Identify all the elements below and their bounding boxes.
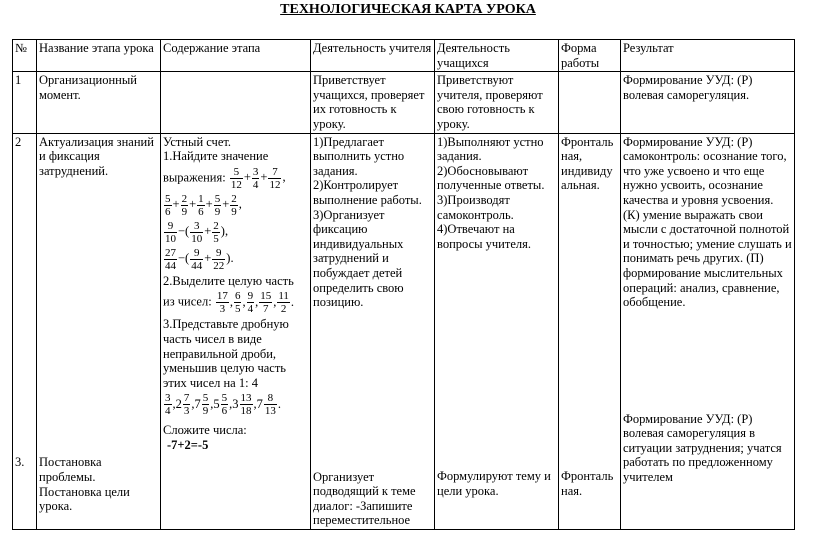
- stage-name-3: Постановка проблемы. Постановка цели урока.: [39, 455, 130, 514]
- fraction-numerator: 1: [198, 192, 204, 205]
- fraction-numerator: 3: [252, 165, 259, 178]
- teacher-activity-3: Организует подводящий к теме диалог: -Запишите переместительное: [313, 469, 416, 528]
- result: Формирование УУД: (Р) волевая саморегуляция.: [621, 72, 795, 133]
- fraction: [197, 193, 205, 218]
- expression-operator: ,3: [229, 396, 239, 411]
- fraction-denominator: 5: [213, 232, 219, 245]
- teacher-activity: Приветствует учащихся, проверяет их готовность к уроку.: [311, 72, 435, 133]
- stage-content: [161, 133, 311, 530]
- expression-operator: −(: [178, 224, 190, 239]
- expression-operator: ).: [226, 251, 234, 266]
- expression-operator: ,: [282, 170, 286, 185]
- expression-operator: +: [172, 197, 180, 212]
- fraction: [190, 247, 203, 272]
- task-2: 2.Выделите целую часть: [163, 273, 294, 288]
- table-header-row: [13, 40, 795, 72]
- expression-4: [163, 246, 234, 272]
- expression-operator: ,: [229, 294, 233, 309]
- expression-operator: ,: [255, 294, 259, 309]
- fraction-numerator: 5: [221, 392, 228, 405]
- fraction-denominator: 44: [191, 259, 203, 272]
- fraction-denominator: 6: [165, 205, 171, 218]
- stage-name-2: Актуализация знаний и фиксация затруднений.: [39, 134, 154, 178]
- fraction-numerator: 6: [234, 290, 241, 303]
- fraction: [164, 392, 172, 417]
- fraction-denominator: 22: [213, 259, 225, 272]
- add-numbers-label: Сложите числа:: [163, 423, 247, 438]
- expression-operator: −(: [178, 251, 190, 266]
- expression-6: [163, 392, 281, 418]
- fraction: [268, 166, 281, 191]
- expression-operator: +: [204, 251, 212, 266]
- fraction: [164, 220, 177, 245]
- header-cell: №: [13, 40, 37, 72]
- teacher-activity-2: 1)Предлагает выполнить устно задания. 2)Контролирует выполнение работы. 3)Организует фиксацию индивидуальных затруднений и побуждает детей определить свою позицию.: [313, 134, 422, 310]
- header-cell: Форма работы: [559, 40, 621, 72]
- work-form-3: Фронталь ная.: [561, 468, 614, 498]
- expression-5: [215, 290, 295, 316]
- fraction-numerator: 13: [240, 392, 252, 405]
- fraction-denominator: 6: [198, 205, 204, 218]
- fraction: [264, 392, 277, 417]
- fraction: [181, 193, 189, 218]
- task-1-prefix: выражения:: [163, 170, 226, 185]
- header-cell: Содержание этапа: [161, 40, 311, 72]
- fraction-denominator: 3: [219, 303, 226, 316]
- fraction-numerator: 11: [278, 290, 289, 303]
- expression-operator: +: [189, 197, 197, 212]
- row-number-3: 3.: [15, 455, 25, 470]
- task-1: 1.Найдите значение: [163, 149, 269, 164]
- fraction-denominator: 12: [230, 178, 242, 191]
- fraction-denominator: 7: [262, 303, 269, 316]
- fraction-numerator: 7: [268, 166, 281, 179]
- expression-operator: ,7: [253, 396, 263, 411]
- work-form-2: Фронталь ная, индивиду альная.: [561, 134, 614, 193]
- fraction-numerator: 5: [214, 192, 221, 205]
- header-cell: Результат: [621, 40, 795, 72]
- fraction-numerator: 27: [165, 246, 176, 259]
- fraction-numerator: 9: [164, 220, 177, 233]
- fraction-denominator: 5: [234, 303, 241, 316]
- expression-operator: ,7: [191, 396, 201, 411]
- expression-2: [163, 192, 242, 218]
- lesson-map-table: [12, 39, 795, 530]
- expression-operator: ),: [220, 224, 229, 239]
- stage-name: [37, 133, 161, 530]
- student-activity: Приветствуют учителя, проверяют свою готовность к уроку.: [435, 72, 559, 133]
- stage-content: [161, 72, 311, 133]
- fraction: [202, 392, 210, 417]
- row-number: 1: [13, 72, 37, 133]
- expression-operator: +: [204, 224, 212, 239]
- fraction: [164, 247, 177, 272]
- student-activity-2: 1)Выполняют устно задания. 2)Обосновывают полученные ответы. 3)Производят самоконтроль. 4)Отвечают на вопросы учителя.: [437, 134, 545, 251]
- fraction: [230, 193, 238, 218]
- fraction-numerator: 3: [165, 392, 171, 405]
- header-cell: Деятельность учащихся: [435, 40, 559, 72]
- fraction-numerator: 2: [231, 192, 237, 205]
- expression-operator: +: [243, 170, 251, 185]
- expression-operator: ,2: [172, 396, 182, 411]
- teacher-activity: [311, 133, 435, 530]
- student-activity: [435, 133, 559, 530]
- expression-operator: ,: [238, 197, 242, 212]
- work-form: [559, 133, 621, 530]
- fraction: [277, 290, 290, 315]
- fraction-denominator: 4: [247, 303, 254, 316]
- table-row: [13, 133, 795, 530]
- table-row: [13, 72, 795, 133]
- fraction: [221, 392, 229, 417]
- fraction-numerator: 15: [260, 290, 272, 303]
- expression-operator: .: [290, 294, 295, 309]
- fraction-numerator: 5: [202, 392, 209, 405]
- stage-name: Организационный момент.: [37, 72, 161, 133]
- fraction-denominator: 4: [165, 405, 171, 418]
- fraction-denominator: 13: [264, 405, 276, 418]
- fraction-numerator: 3: [190, 220, 203, 233]
- fraction-numerator: 2: [213, 219, 219, 232]
- add-numbers-expression: -7+2=-5: [167, 437, 209, 452]
- header-cell: Деятельность учителя: [311, 40, 435, 72]
- expression-operator: .: [277, 396, 281, 411]
- fraction: [230, 166, 243, 191]
- fraction: [216, 290, 229, 315]
- fraction-numerator: 7: [183, 392, 190, 405]
- fraction-numerator: 17: [216, 290, 228, 303]
- fraction: [234, 290, 242, 315]
- expression-operator: ,: [242, 294, 246, 309]
- fraction: [183, 392, 191, 417]
- row-number-2: 2: [15, 134, 22, 149]
- student-activity-3: Формулируют тему и цели урока.: [437, 469, 551, 498]
- expression-operator: ,5: [210, 396, 220, 411]
- fraction-denominator: 9: [202, 405, 209, 418]
- result-2: Формирование УУД: (Р) самоконтроль: осознание того, что уже усвоено и что еще нужно усвоить, осознание качества и уровня усвоения. (К) умение выражать свои мысли с достаточной полнотой и точностью; умение слушать и понимать речь других. (П) формирование мыслительных операций: анализ, сравнение, обобщение.: [623, 134, 792, 310]
- expression-1: [229, 165, 286, 191]
- task-3: 3.Представьте дробную часть чисел в виде неправильной дроби, уменьшив целую часть этих чисел на 1: 4: [163, 317, 289, 390]
- fraction-denominator: 2: [280, 303, 287, 316]
- fraction-denominator: 9: [181, 205, 188, 218]
- expression-operator: +: [205, 197, 213, 212]
- fraction: [259, 290, 272, 315]
- fraction: [212, 220, 220, 245]
- fraction-numerator: 9: [247, 290, 254, 303]
- header-cell: Название этапа урока: [37, 40, 161, 72]
- expression-3: [163, 219, 229, 245]
- fraction-denominator: 10: [165, 232, 176, 245]
- fraction-numerator: 5: [165, 192, 171, 205]
- fraction-numerator: 5: [230, 166, 243, 179]
- expression-operator: ,: [273, 294, 277, 309]
- expression-operator: +: [222, 197, 230, 212]
- fraction-numerator: 8: [264, 392, 277, 405]
- fraction: [214, 193, 222, 218]
- fraction-denominator: 44: [165, 259, 176, 272]
- work-form: [559, 72, 621, 133]
- fraction-denominator: 18: [240, 405, 252, 418]
- fraction: [247, 290, 255, 315]
- fraction-numerator: 9: [212, 247, 225, 260]
- fraction: [212, 247, 225, 272]
- page-title: ТЕХНОЛОГИЧЕСКАЯ КАРТА УРОКА: [280, 2, 536, 17]
- fraction-denominator: 3: [183, 405, 190, 418]
- fraction-denominator: 10: [191, 232, 203, 245]
- fraction-denominator: 12: [269, 178, 281, 191]
- fraction: [190, 220, 203, 245]
- fraction: [164, 193, 172, 218]
- expression-operator: +: [260, 170, 268, 185]
- row-number: [13, 133, 37, 530]
- fraction: [240, 392, 253, 417]
- fraction-numerator: 2: [181, 192, 188, 205]
- fraction-denominator: 6: [221, 405, 228, 418]
- fraction-denominator: 9: [231, 205, 237, 218]
- fraction-denominator: 4: [252, 178, 259, 191]
- fraction: [252, 166, 260, 191]
- fraction-numerator: 9: [190, 247, 203, 260]
- fraction-denominator: 9: [214, 205, 221, 218]
- result-3: Формирование УУД: (Р) волевая саморегуляция в ситуации затруднения; учатся работать по предложенному учителем: [623, 411, 782, 485]
- task-2-prefix: из чисел:: [163, 294, 212, 309]
- oral-count-label: Устный счет.: [163, 134, 232, 149]
- result: [621, 133, 795, 530]
